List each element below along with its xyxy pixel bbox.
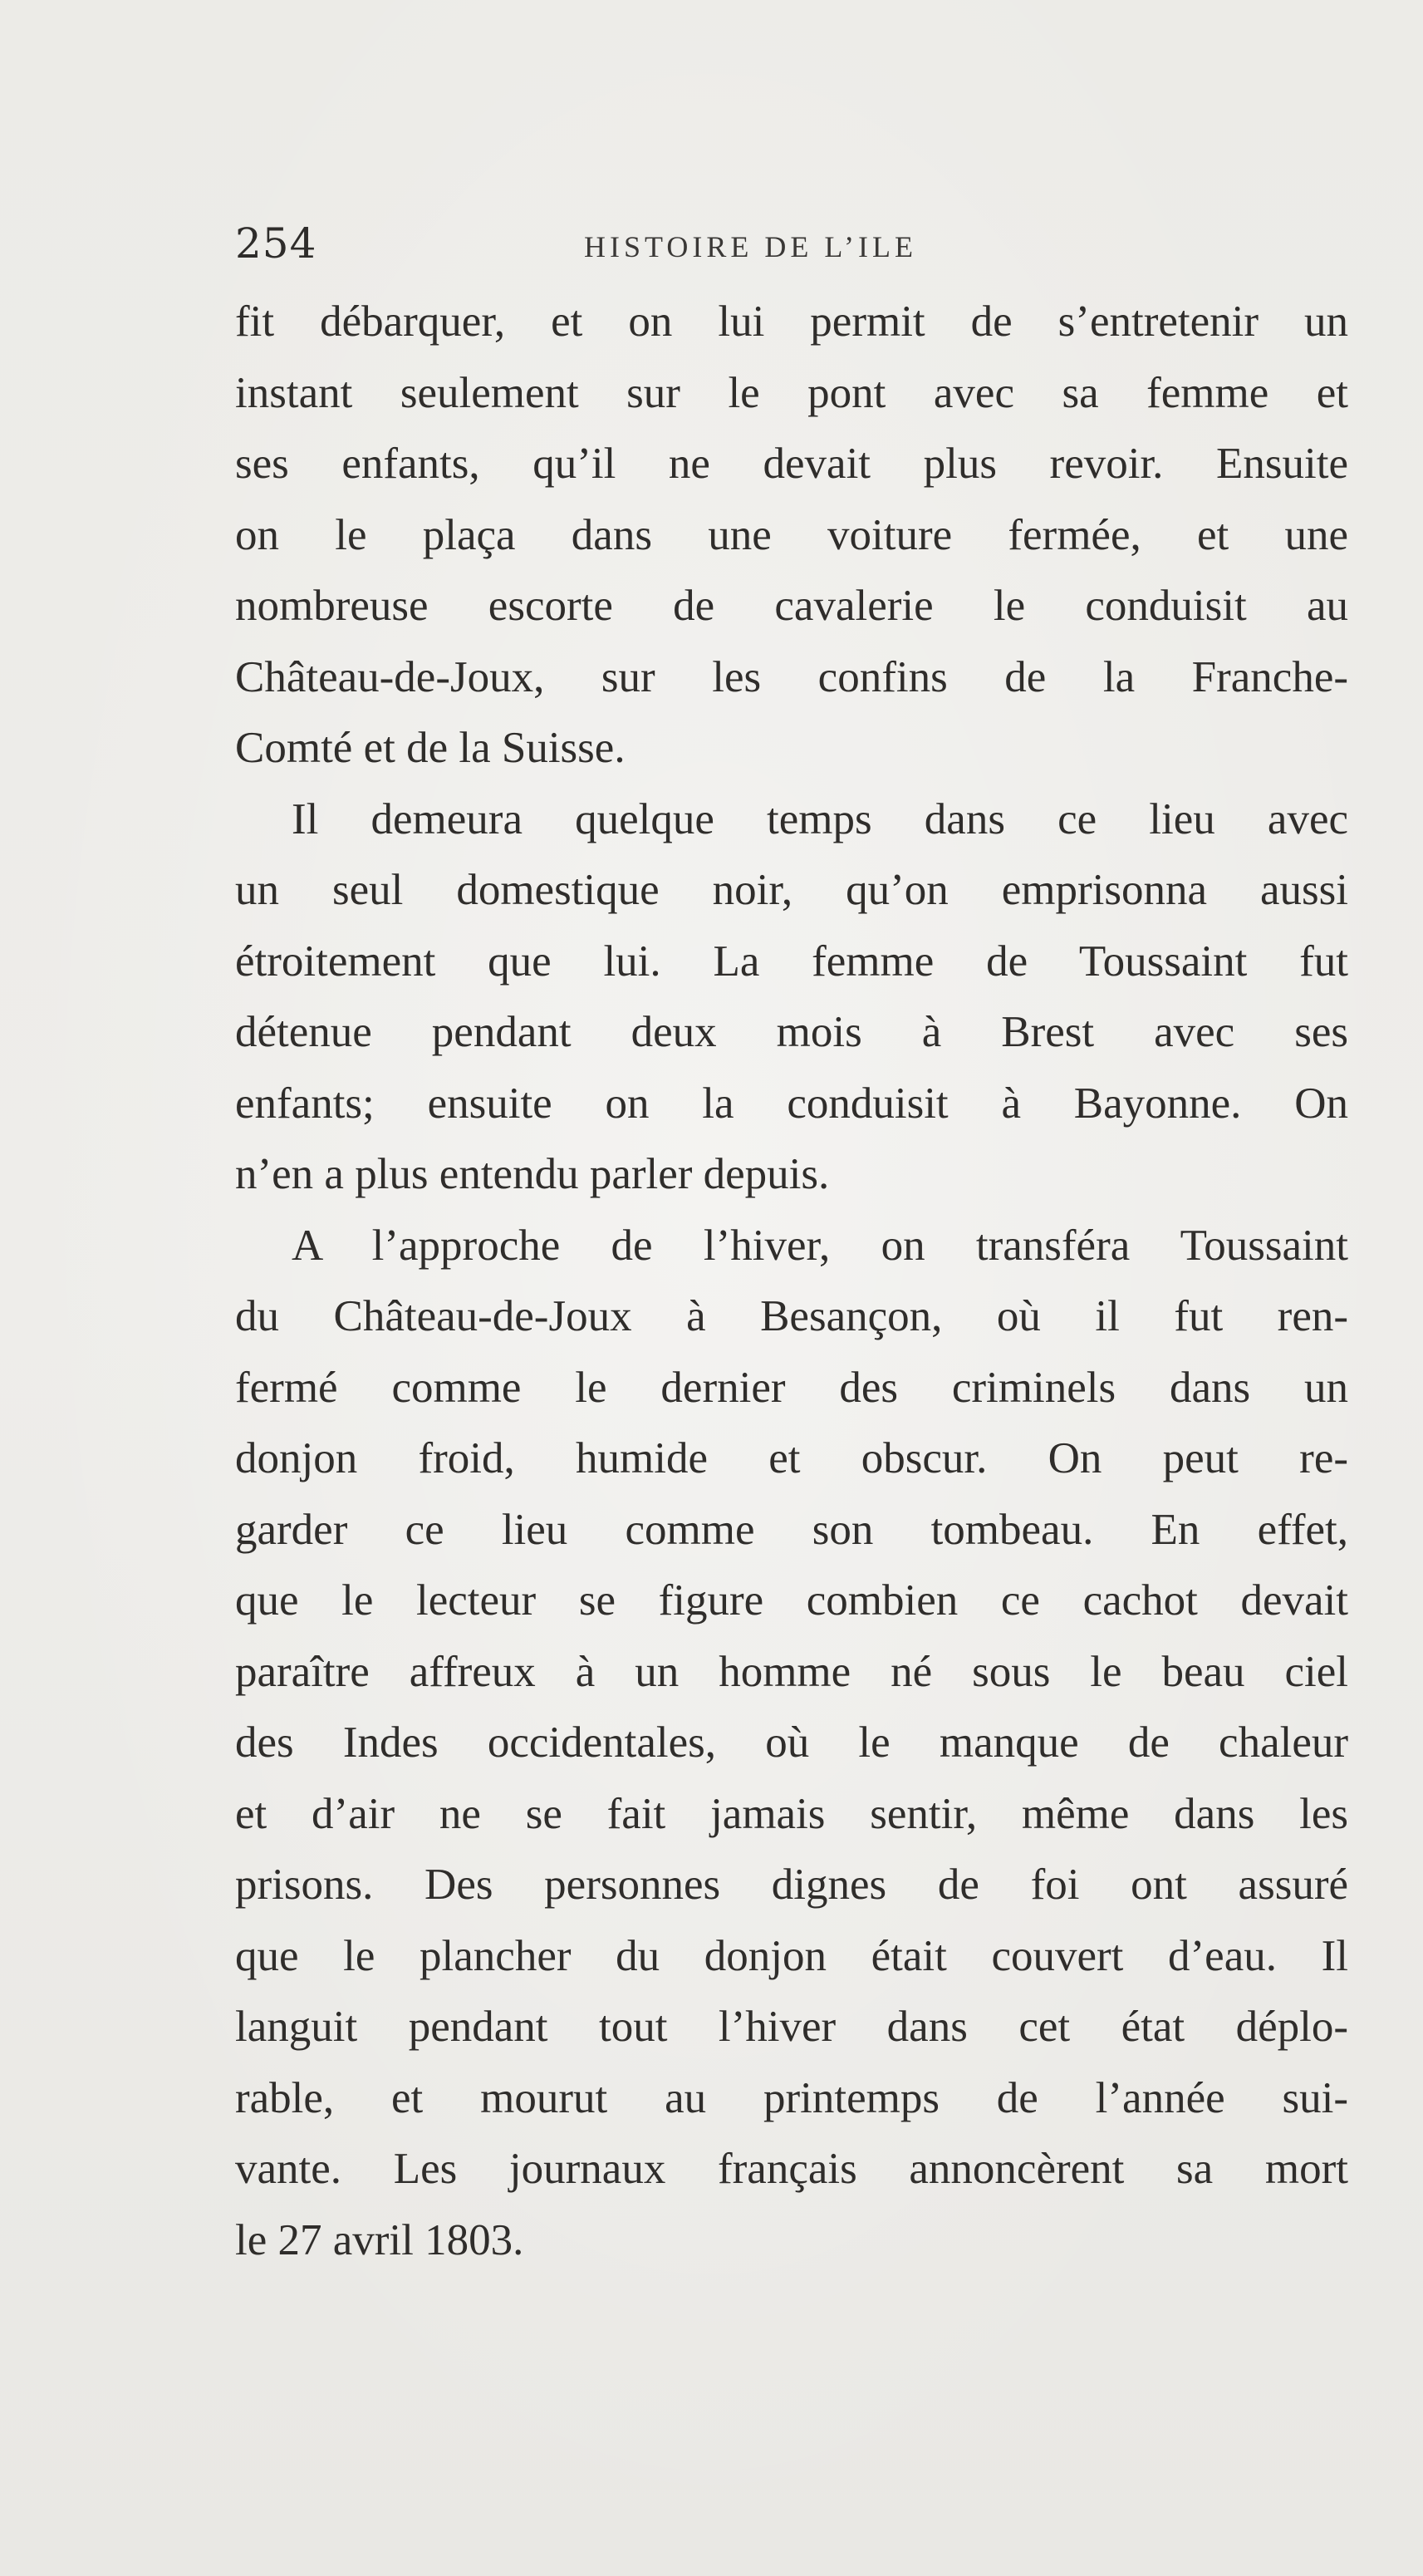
text-line: instant seulement sur le pont avec sa femme et xyxy=(235,368,1348,417)
text-line: Comté et de la Suisse. xyxy=(235,724,626,772)
text-line: que le plancher du donjon était couvert d’eau. Il xyxy=(235,1931,1348,1980)
text-line: Château-de-Joux, sur les confins de la Franche- xyxy=(235,652,1348,701)
page-header xyxy=(235,214,1348,273)
text-line: des Indes occidentales, où le manque de chaleur xyxy=(235,1718,1348,1767)
text-line: du Château-de-Joux à Besançon, où il fut ren- xyxy=(235,1292,1348,1340)
body-text xyxy=(235,287,1348,2276)
text-line: et d’air ne se fait jamais sentir, même dans les xyxy=(235,1789,1348,1838)
text-line: que le lecteur se figure combien ce cachot devait xyxy=(235,1576,1348,1625)
text-line: le 27 avril 1803. xyxy=(235,2215,524,2264)
text-line: garder ce lieu comme son tombeau. En effet, xyxy=(235,1505,1348,1554)
text-line: A l’approche de l’hiver, on transféra Toussaint xyxy=(292,1221,1348,1270)
text-line: vante. Les journaux français annoncèrent sa mort xyxy=(235,2145,1348,2193)
text-line: fit débarquer, et on lui permit de s’entretenir un xyxy=(235,297,1348,346)
text-line: ses enfants, qu’il ne devait plus revoir. Ensuite xyxy=(235,440,1348,488)
text-line: prisons. Des personnes dignes de foi ont assuré xyxy=(235,1861,1348,1909)
text-line: nombreuse escorte de cavalerie le conduisit au xyxy=(235,582,1348,630)
text-line: donjon froid, humide et obscur. On peut re- xyxy=(235,1434,1348,1482)
page-number: 254 xyxy=(235,219,317,268)
text-line: rable, et mourut au printemps de l’année sui- xyxy=(235,2073,1348,2122)
text-line: on le plaça dans une voiture fermée, et une xyxy=(235,510,1348,559)
text-line: fermé comme le dernier des criminels dans un xyxy=(235,1363,1348,1412)
text-line: n’en a plus entendu parler depuis. xyxy=(235,1150,830,1198)
text-line: enfants; ensuite on la conduisit à Bayonne. On xyxy=(235,1079,1348,1128)
text-line: paraître affreux à un homme né sous le beau ciel xyxy=(235,1647,1348,1696)
text-line: languit pendant tout l’hiver dans cet état déplo- xyxy=(235,2003,1348,2051)
text-line: détenue pendant deux mois à Brest avec ses xyxy=(235,1008,1348,1056)
text-line: Il demeura quelque temps dans ce lieu avec xyxy=(292,794,1348,843)
text-line: étroitement que lui. La femme de Toussaint fut xyxy=(235,937,1348,986)
text-line: un seul domestique noir, qu’on emprisonna aussi xyxy=(235,866,1348,914)
running-title: HISTOIRE DE L’ILE xyxy=(584,230,917,263)
